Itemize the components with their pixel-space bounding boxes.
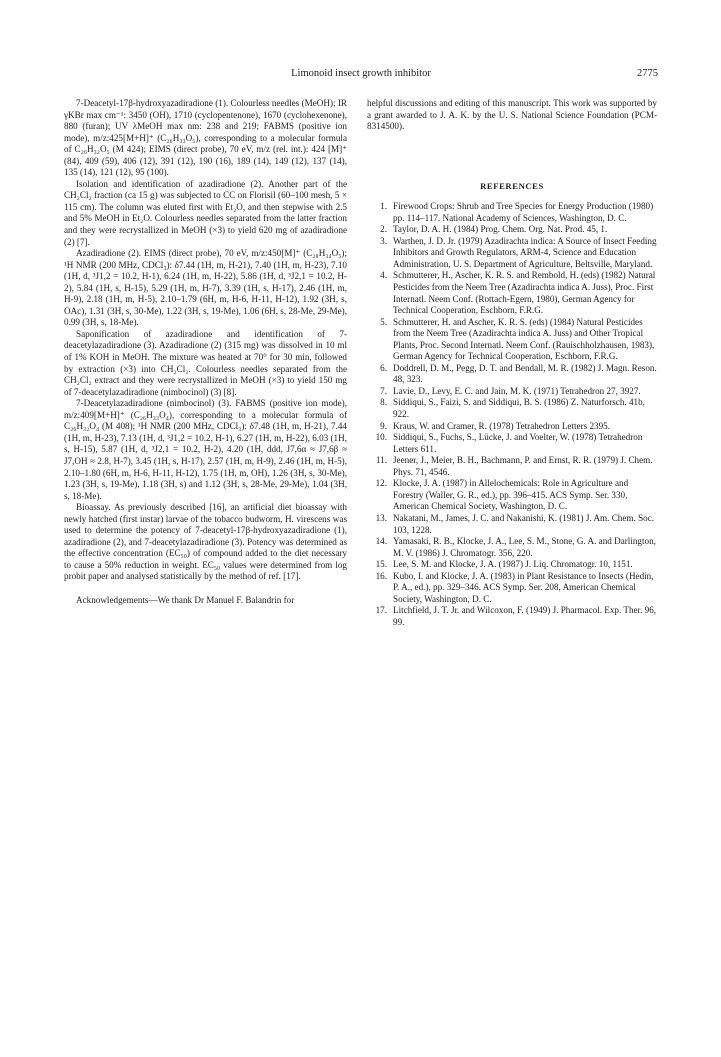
reference-text: Siddiqui, S., Fuchs, S., Lücke, J. and Voelter, W. (1978) Tetrahedron Letters 611. [393,432,643,454]
reference-item [367,432,657,455]
reference-number: 8. [380,397,387,408]
reference-number: 1. [380,201,387,212]
reference-item [367,363,657,386]
reference-item [367,559,657,571]
reference-number: 15. [375,559,387,570]
reference-number: 12. [375,478,387,489]
reference-item [367,397,657,420]
reference-number: 13. [375,512,387,523]
paragraph-azadiradione-data: Azadiradione (2). EIMS (direct probe), 70 eV, m/z:450[M]⁺ (C₂₈H₃₄O₅); ¹H NMR (200 MHz, CDCl₃): δ7.44 (1H, m, H-21), 7.40 (1H, m, H-23), 7.10 (1H, d, ³J1,2 = 10.2, H-1), 6.24 (1H, m, H-22), 5.86 (1H, d, ³J2,1 = 10.2, H-2), 5.84 (1H, s, H-15), 5.29 (1H, m, H-7), 3.39 (1H, s, H-17), 2.46 (1H, m, H-9), 2.18 (1H, m, H-5), 2.10–1.79 (6H, m, H-6, H-11, H-12), 1.92 (3H, s, OAc), 1.31 (3H, s, 30-Me), 1.22 (3H, s, 19-Me), 1.06 (6H, s, 28-Me, 29-Me), 0.99 (3H, s, 18-Me). [64,248,347,328]
reference-number: 9. [380,420,387,431]
reference-number: 14. [375,536,387,547]
acknowledgements-continuation: helpful discussions and editing of this manuscript. This work was supported by a grant awarded to J. A. K. by the U. S. National Science Foundation (PCM-8314500). [367,98,657,132]
paragraph-nimbocinol-data: 7-Deacetylazadiradione (nimbocinol) (3). FABMS (positive ion mode), m/z:409[M+H]⁺ (C₂₆H₃₃O₄), corresponding to a molecular formula of C₂₆H₃₂O₄ (M 408); ¹H NMR (200 MHz, CDCl₃): δ7.48 (1H, m, H-21), 7.44 (1H, m, H-23), 7.13 (1H, d, ³J1,2 = 10.2, H-1), 6.27 (1H, m, H-22), 6.03 (1H, s, H-15), 5.87 (1H, d, ³J2,1 = 10.2, H-2), 4.20 (1H, ddd, J7,6α ≈ J7,6β ≈ J7,OH ≈ 2.8, H-7), 3.45 (1H, s, H-17), 2.57 (1H, m, H-9), 2.46 (1H, m, H-5), 2.10–1.80 (6H, m, H-6, H-11, H-12), 1.75 (1H, m, OH), 1.26 (3H, s, 30-Me), 1.23 (3H, s, 19-Me), 1.18 (3H, s) and 1.12 (3H, s, 28-Me, 29-Me), 1.04 (3H, s, 18-Me). [64,398,347,501]
running-header [64,68,658,82]
reference-text: Siddiqui, S., Faizi, S. and Siddiqui, B. S. (1986) Z. Naturforsch. 41b, 922. [393,397,645,420]
reference-text: Yamasaki, R. B., Klocke, J. A., Lee, S. M., Stone, G. A. and Darlington, M. V. (1986) J. Chromatogr. 356, 220. [393,536,656,558]
reference-text: Litchfield, J. T. Jr. and Wilcoxon, F. (1949) J. Pharmacol. Exp. Ther. 96, 99. [393,605,657,627]
reference-item [367,513,657,536]
reference-number: 17. [375,605,387,616]
reference-item [367,605,657,628]
reference-item [367,270,657,316]
reference-text: Taylor, D. A. H. (1984) Prog. Chem. Org. Nat. Prod. 45, 1. [393,224,608,235]
left-column [64,98,347,607]
reference-text: Doddrell, D. M., Pegg, D. T. and Bendall, M. R. (1982) J. Magn. Reson. 48, 323. [393,362,657,385]
reference-item [367,478,657,513]
reference-item [367,317,657,363]
reference-item [367,386,657,398]
reference-number: 4. [380,270,387,281]
reference-text: Kraus, W. and Cramer, R. (1978) Tetrahedron Letters 2395. [393,420,611,431]
reference-text: Lee, S. M. and Klocke, J. A. (1987) J. Liq. Chromatogr. 10, 1151. [393,559,633,570]
paragraph-saponification: Saponification of azadiradione and identification of 7-deacetylazadiradione (3). Azadiradione (2) (315 mg) was dissolved in 10 ml of 1% KOH in MeOH. The mixture was heated at 70° for 30 min, followed by extraction (×3) into CH₂Cl₂. Colourless needles separated from the CH₂Cl₂ extract and they were recrystallized in MeOH (×3) to yield 150 mg of 7-deacetylazadiradione (nimbocinol) (3) [8]. [64,328,347,397]
reference-item [367,236,657,271]
page-number: 2775 [637,68,658,79]
paragraph-compound-1-data: 7-Deacetyl-17β-hydroxyazadiradione (1). Colourless needles (MeOH); IR γKBr max cm⁻¹: 3450 (OH), 1710 (cyclopentenone), 1670 (cyclohexenone), 880 (furan); UV λMeOH max nm: 238 and 219; FABMS (positive ion mode), m/z:425[M+H]⁺ (C₂₆H₃₃O₅), corresponding to a molecular formula of C₂₆H₃₂O₅ (M 424); EIMS (direct probe), 70 eV, m/z (rel. int.): 424 [M]⁺ (84), 409 (59), 406 (12), 391 (12), 190 (16), 189 (14), 149 (12), 137 (14), 135 (14), 121 (12), 95 (100). [64,98,347,178]
reference-number: 5. [380,316,387,327]
reference-text: Kubo, I. and Klocke, J. A. (1983) in Plant Resistance to Insects (Hedin, P. A., ed.), pp. 329–346. ACS Symp. Ser. 208, American Chemical Society, Washington, D. C. [393,570,654,604]
reference-item [367,201,657,224]
reference-text: Schmutterer, H., Ascher, K. R. S. and Rembold, H. (eds) (1982) Natural Pesticides from the Neem Tree (Azadirachta indica A. Juss), Proc. First Internatl. Neem Conf. (Rottach-Egern, 1980), German Agency for Technical Cooperation, Eschborn, F.R.G. [393,270,656,316]
reference-text: Jeener, J., Meier, B. H., Bachmann, P. and Ernst, R. R. (1979) J. Chem. Phys. 71, 4546. [393,455,653,477]
reference-number: 2. [380,224,387,235]
reference-item [367,536,657,559]
reference-text: Klocke, J. A. (1987) in Allelochemicals: Role in Agriculture and Forestry (Waller, G. R., ed.), pp. 396–415. ACS Symp. Ser. 330, American Chemical Society, Washington, D. C. [393,478,629,512]
reference-number: 10. [375,432,387,443]
reference-number: 7. [380,385,387,396]
reference-item [367,571,657,606]
right-column [367,98,657,628]
paragraph-bioassay: Bioassay. As previously described [16], an artificial diet bioassay with newly hatched (first instar) larvae of the tobacco budworm, H. virescens was used to determine the potency of 7-deacetyl-17β-hydroxyazadiradione (1), azadiradione (2), and 7-deacetylazadiradione (3). Potency was determined as the effective concentration (EC₅₀) of compound added to the diet necessary to cause a 50% reduction in weight. EC₅₀ values were determined from log probit paper and analysed statistically by the method of ref. [17]. [64,502,347,582]
reference-number: 11. [375,455,387,466]
reference-number: 16. [375,570,387,581]
reference-text: Nakatani, M., James, J. C. and Nakanishi, K. (1981) J. Am. Chem. Soc. 103, 1228. [393,512,655,535]
paragraph-acknowledgements: Acknowledgements—We thank Dr Manuel F. Balandrin for [76,594,295,605]
reference-list [367,201,657,628]
reference-text: Firewood Crops: Shrub and Tree Species for Energy Production (1980) pp. 114–117. National Academy of Sciences, Washington, D. C. [393,201,654,223]
reference-item [367,455,657,478]
reference-item [367,224,657,236]
reference-number: 6. [380,362,387,373]
reference-text: Lavie, D., Levy, E. C. and Jain, M. K. (1971) Tetrahedron 27, 3927. [393,385,641,396]
reference-item [367,421,657,433]
running-title: Limonoid insect growth inhibitor [291,68,431,79]
reference-number: 3. [380,235,387,246]
reference-text: Warthen, J. D. Jr. (1979) Azadirachta indica: A Source of Insect Feeding Inhibitors and Growth Regulators, ARM-4, Science and Education Administration, U. S. Department of Agriculture, Beltsville, Maryland. [393,235,657,269]
reference-text: Schmutterer, H. and Ascher, K. R. S. (eds) (1984) Natural Pesticides from the Neem Tree (Azadirachta indica A. Juss) and Other Tropical Plants, Proc. Second Internatl. Neem Conf. (Rauischholzhausen, 1983), German Agency for Technical Cooperation, Eschborn, F.R.G. [393,316,655,362]
paragraph-isolation-azadiradione: Isolation and identification of azadiradione (2). Another part of the CH₂Cl₂ fraction (ca 15 g) was subjected to CC on Florisil (60–100 mesh, 5 × 115 cm). The column was eluted first with Et₂O, and then stepwise with 2.5 and 5% MeOH in Et₂O. Colourless needles separated from the latter fraction and they were recrystallized in MeOH (×3) to yield 620 mg of azadiradione (2) [7]. [64,178,347,247]
references-heading: REFERENCES [480,180,544,191]
